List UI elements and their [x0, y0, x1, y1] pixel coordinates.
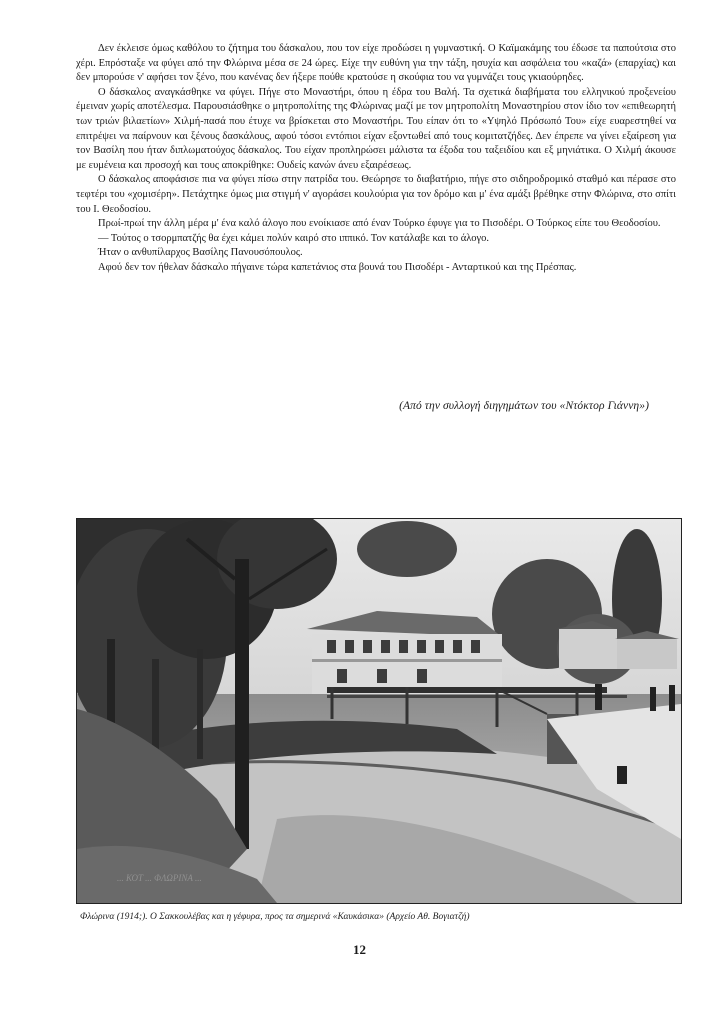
- photo-illustration: [77, 519, 681, 903]
- paragraph-5: — Τούτος ο τσορμπατζής θα έχει κάμει πολύν καιρό στο ιππικό. Τον κατάλαβε και το άλογο.: [98, 232, 490, 244]
- paragraph-2: Ο δάσκαλος αναγκάσθηκε να φύγει. Πήγε στο Μοναστήρι, όπου η έδρα του Βαλή. Τα σχετικά διαβήματα του ελληνικού προξενείου έμειναν χωρίς αποτέλεσμα. Παρουσιάσθηκε ο μητροπολίτης της Φλώρινας μαζί με τον μητροπολίτη Μοναστηρίου στον ίδιο τον «επιθεωρητή των τριών βιλαετίων» Χιλμή-πασά που έτυχε να βρίσκεται στο Μοναστήρι. Του είπαν ότι το «Υψηλό Πρόσωπό Του» είχε ευαρεστηθεί να επιτρέψει να παίρνουν και ξένους δασκάλους, αφού τόσοι εντόπιοι είχαν εξοντωθεί από τους κομιτατζήδες. Δεν έπρεπε να γίνει εξαίρεση για τον Βασίλη που ήταν διπλωματούχος δάσκαλος. Του είχαν προπληρώσει μάλιστα τα έξοδα του ταξειδίου και εξ μηνιάτικα. Ο Χιλμή άκουσε με ευμένεια και προσοχή και τους αποκρίθηκε: Ουδείς κανών άνευ εξαιρέσεως.: [76, 86, 676, 171]
- source-attribution: (Από την συλλογή διηγημάτων του «Ντόκτορ Γιάννη»): [399, 400, 649, 412]
- page-number: 12: [353, 942, 366, 957]
- paragraph-1: Δεν έκλεισε όμως καθόλου το ζήτημα του δάσκαλου, που τον είχε προδώσει η γυμναστική. Ο Καϊμακάμης του έδωσε τα παπούτσια στο χέρι. Επρόσταξε να φύγει από την Φλώρινα μέσα σε 24 ώρες. Είχε την ευθύνη για την τάξη, ησυχία και ασφάλεια του «καζά» (επαρχίας) και δεν μπορούσε ν' αφήσει τον ξένο, που κανένας δεν ήξερε πούθε κρατούσε η σκούφια του να γυμνάζει τους γκιαούρηδες.: [76, 43, 676, 84]
- photo-caption: Φλώρινα (1914;). Ο Σακκουλέβας και η γέφυρα, προς τα σημερινά «Καυκάσικα» (Αρχείο Αθ. Βογιατζή): [80, 912, 470, 922]
- paragraph-4: Πρωί-πρωί την άλλη μέρα μ' ένα καλό άλογο που ενοίκιασε από έναν Τούρκο έφυγε για το Πισοδέρι. Ο Τούρκος είπε του Θεοδοσίου.: [98, 218, 661, 230]
- paragraph-3: Ο δάσκαλος αποφάσισε πια να φύγει πίσω στην πατρίδα του. Θεώρησε το διαβατήριο, πήγε στο σιδηροδρομικό σταθμό και πέρασε στο τεφτέρι του «χομισέρη». Πετάχτηκε όμως μια στιγμή ν' αγοράσει κουλούρια για τον δρόμο και μ' ένα αμάξι βρέθηκε στην Φλώρινα, στο σπίτι του Ι. Θεοδοσίου.: [76, 174, 676, 215]
- historic-photograph: [76, 518, 682, 904]
- photo-inscription: ... ΚΟΤ ... ΦΛΩΡΙΝΑ ...: [117, 873, 202, 883]
- paragraph-7: Αφού δεν τον ήθελαν δάσκαλο πήγαινε τώρα καπετάνιος στα βουνά του Πισοδέρι - Ανταρτικού και της Πρέσπας.: [98, 261, 577, 273]
- article-body: [76, 42, 676, 276]
- paragraph-6: Ήταν ο ανθυπίλαρχος Βασίλης Πανουσόπουλος.: [98, 247, 303, 259]
